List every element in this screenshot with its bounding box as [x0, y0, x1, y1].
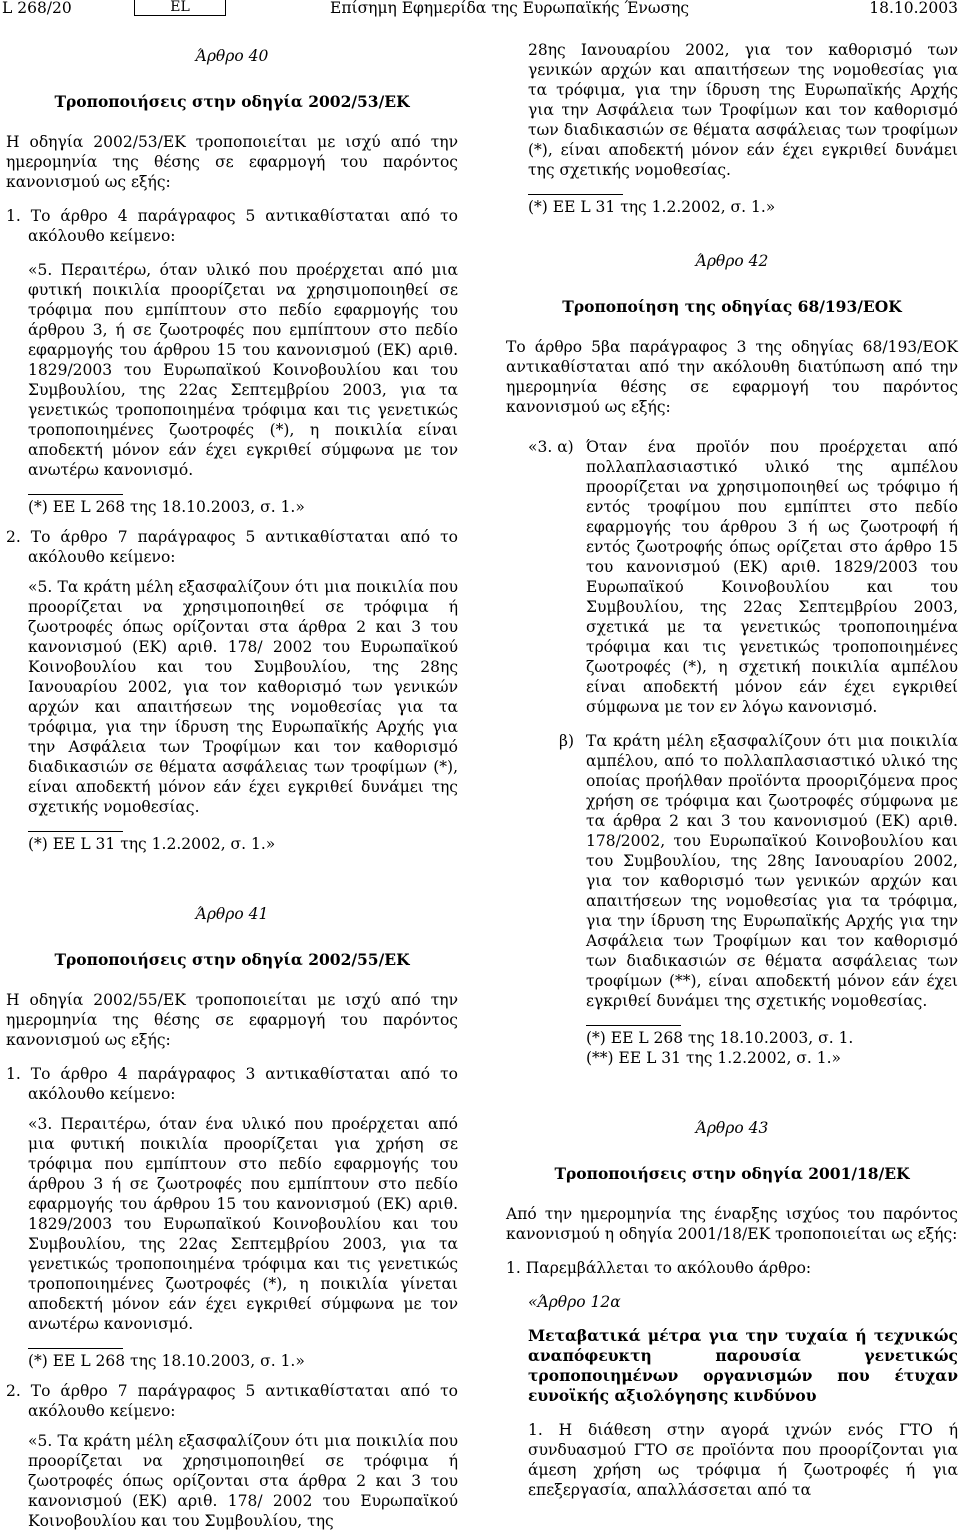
article-42-subtitle: Τροποποίηση της οδηγίας 68/193/ΕΟΚ: [562, 297, 902, 316]
article-12a-title: Μεταβατικά μέτρα για την τυχαία ή τεχνικώς αναπόφευκτη παρουσία γενετικώς τροποποιημένων οργανισμών που έτυχαν ευνοϊκής αξιολόγησης κινδύνου: [528, 1326, 958, 1405]
article-40-title: Άρθρο 40: [195, 47, 269, 65]
article-42-intro: Το άρθρο 5βα παράγραφος 3 της οδηγίας 68/193/ΕΟΚ αντικαθίσταται από την ακόλουθη διατύπωση από την ημερομηνία θέσης σε εφαρμογή του παρόντος κανονισμού ως εξής:: [506, 338, 958, 416]
article-40-item-2: 2. Το άρθρο 7 παράγραφος 5 αντικαθίσταται από το ακόλουθο κείμενο:: [6, 528, 458, 566]
article-41-quote-2: «5. Τα κράτη μέλη εξασφαλίζουν ότι μια ποικιλία που προορίζεται να χρησιμοποιηθεί σε τρόφιμα ή ζωοτροφές όπως ορίζονται στα άρθρα 2 και 3 του κανονισμού (ΕΚ) αριθ. 178/ 2002 του Ευρωπαϊκού Κοινοβουλίου και του Συμβουλίου, της: [28, 1432, 458, 1530]
article-40-footnote-2: (*) ΕΕ L 31 της 1.2.2002, σ. 1.»: [28, 835, 276, 853]
footnote-rule: [528, 194, 623, 195]
article-42-point-a: [506, 437, 958, 717]
article-41-subtitle: Τροποποιήσεις στην οδηγία 2002/55/ΕΚ: [54, 950, 410, 969]
article-41-title: Άρθρο 41: [195, 905, 269, 923]
left-column: [6, 40, 458, 1531]
page-reference: L 268/20: [2, 0, 72, 17]
article-40-intro: Η οδηγία 2002/53/ΕΚ τροποποιείται με ισχύ από την ημερομηνία της θέσης σε εφαρμογή του παρόντος κανονισμού ως εξής:: [6, 133, 458, 191]
point-b-label: β): [558, 732, 574, 750]
footnote-rule: [28, 831, 123, 832]
article-42-point-b: [506, 731, 958, 1011]
article-43-subtitle: Τροποποιήσεις στην οδηγία 2001/18/ΕΚ: [554, 1164, 910, 1183]
language-badge: EL: [134, 0, 226, 16]
article-40-quote-2: «5. Τα κράτη μέλη εξασφαλίζουν ότι μια ποικιλία που προορίζεται να χρησιμοποιηθεί σε τρόφιμα ή ζωοτροφές όπως ορίζονται στα άρθρα 2 και 3 του κανονισμού (ΕΚ) αριθ. 178/ 2002 του Ευρωπαϊκού Κοινοβουλίου και του Συμβουλίου, της 28ης Ιανουαρίου 2002, για τον καθορισμό των γενικών αρχών και απαιτήσεων της νομοθεσίας για τα τρόφιμα, για την ίδρυση της Ευρωπαϊκής Αρχής για την Ασφάλεια των Τροφίμων και τον καθορισμό διαδικασιών σε θέματα ασφάλειας των τροφίμων (*), είναι αποδεκτή μόνον εάν έχει εγκριθεί δυνάμει της σχετικής νομοθεσίας.: [28, 578, 458, 816]
footnote-rule: [28, 1348, 123, 1349]
right-column: [506, 40, 958, 1500]
page-header: [0, 0, 960, 22]
footnote-rule: [28, 494, 123, 495]
article-41-item-1: 1. Το άρθρο 4 παράγραφος 3 αντικαθίσταται από το ακόλουθο κείμενο:: [6, 1065, 458, 1103]
article-43-item-1: 1. Παρεμβάλλεται το ακόλουθο άρθρο:: [506, 1259, 812, 1277]
article-42-title: Άρθρο 42: [695, 252, 769, 270]
journal-title: Επίσημη Εφημερίδα της Ευρωπαϊκής Ένωσης: [330, 0, 690, 17]
article-43-title: Άρθρο 43: [695, 1119, 769, 1137]
article-41-footnote-1: (*) ΕΕ L 268 της 18.10.2003, σ. 1.»: [28, 1352, 305, 1370]
point-a-text: Όταν ένα προϊόν που προέρχεται από πολλαπλασιαστικό υλικό της αμπέλου προορίζεται να χρησιμοποιηθεί ως τρόφιμο ή εντός τροφίμου που εμπίπτει στο πεδίο εφαρμογής του άρθρου 3 ή ως ζωοτροφή ή εντός ζωοτροφής όπως ορίζεται στο άρθρο 15 του κανονισμού (ΕΚ) αριθ. 1829/2003 του Ευρωπαϊκού Κοινοβουλίου και του Συμβουλίου, της 22ας Σεπτεμβρίου 2003, σχετικά με τα γενετικώς τροποποιημένα τρόφιμα και τις γενετικώς τροποποιημένες ζωοτροφές (*), η σχετική ποικιλία αμπέλου είναι αποδεκτή μόνον εάν έχει εγκριθεί σύμφωνα με τον εν λόγω κανονισμό.: [586, 438, 958, 716]
article-41-intro: Η οδηγία 2002/55/ΕΚ τροποποιείται με ισχύ από την ημερομηνία της θέσης σε εφαρμογή του παρόντος κανονισμού ως εξής:: [6, 991, 458, 1049]
article-40-footnote-1: (*) ΕΕ L 268 της 18.10.2003, σ. 1.»: [28, 498, 305, 516]
article-42-footnote-1: (*) ΕΕ L 268 της 18.10.2003, σ. 1.: [586, 1029, 854, 1047]
article-42-footnote-2: (**) ΕΕ L 31 της 1.2.2002, σ. 1.»: [586, 1049, 842, 1067]
article-12a-paragraph-1: 1. Η διάθεση στην αγορά ιχνών ενός ΓΤΟ ή συνδυασμού ΓΤΟ σε προϊόντα που προορίζονται για άμεση χρήση ως τρόφιμα ή ζωοτροφές ή για επεξεργασία, απαλλάσσεται από τα: [528, 1421, 958, 1499]
article-40-quote-1: «5. Περαιτέρω, όταν υλικό που προέρχεται από μια φυτική ποικιλία προορίζεται να χρησιμοποιηθεί σε τρόφιμα που εμπίπτουν στο πεδίο εφαρμογής του άρθρου 3, ή σε ζωοτροφές που εμπίπτουν στο πεδίο εφαρμογής του άρθρου 15 του κανονισμού (ΕΚ) αριθ. 1829/2003 του Ευρωπαϊκού Κοινοβουλίου και του Συμβουλίου, της 22ας Σεπτεμβρίου 2003, για τα γενετικώς τροποποιημένα τρόφιμα και τις γενετικώς τροποποιημένες ζωοτροφές (*), η ποικιλία είναι αποδεκτή μόνον εάν έχει εγκριθεί σύμφωνα με τον ανωτέρω κανονισμό.: [28, 261, 458, 479]
article-41-quote-1: «3. Περαιτέρω, όταν ένα υλικό που προέρχεται από μια φυτική ποικιλία προορίζεται για χρήση σε τρόφιμα που εμπίπτουν στο πεδίο εφαρμογής του άρθρου 3 ή σε ζωοτροφές που εμπίπτουν στο πεδίο εφαρμογής του άρθρου 15 του κανονισμού (ΕΚ) αριθ. 1829/2003 του Ευρωπαϊκού Κοινοβουλίου και του Συμβουλίου, της 22ας Σεπτεμβρίου 2003, για τα γενετικώς τροποποιημένα τρόφιμα και τις γενετικώς τροποποιημένες ζωοτροφές (*), η ποικιλία γίνεται αποδεκτή μόνον εάν έχει εγκριθεί σύμφωνα με τον ανωτέρω κανονισμό.: [28, 1115, 458, 1333]
footnote-rule: [586, 1025, 681, 1026]
article-43-intro: Από την ημερομηνία της έναρξης ισχύος του παρόντος κανονισμού η οδηγία 2001/18/ΕΚ τροποποιείται ως εξής:: [506, 1205, 958, 1243]
article-41-item-2: 2. Το άρθρο 7 παράγραφος 5 αντικαθίσταται από το ακόλουθο κείμενο:: [6, 1382, 458, 1420]
article-40-subtitle: Τροποποιήσεις στην οδηγία 2002/53/ΕΚ: [54, 92, 410, 111]
continued-quote: 28ης Ιανουαρίου 2002, για τον καθορισμό των γενικών αρχών και απαιτήσεων της νομοθεσίας για τα τρόφιμα, για την ίδρυση της Ευρωπαϊκής Αρχής για την Ασφάλεια των Τροφίμων και τον καθορισμό των διαδικασιών σε θέματα ασφάλειας των τροφίμων (*), είναι αποδεκτή μόνον εάν έχει εγκριθεί δυνάμει της σχετικής νομοθεσίας.: [528, 41, 958, 179]
issue-date: 18.10.2003: [869, 0, 958, 17]
article-40-item-1: 1. Το άρθρο 4 παράγραφος 5 αντικαθίσταται από το ακόλουθο κείμενο:: [6, 207, 458, 245]
continued-footnote: (*) ΕΕ L 31 της 1.2.2002, σ. 1.»: [528, 198, 776, 216]
article-12a-heading: «Άρθρο 12α: [528, 1293, 621, 1311]
point-b-text: Τα κράτη μέλη εξασφαλίζουν ότι μια ποικιλία αμπέλου, από το πολλαπλασιαστικό υλικό της οποίας προήλθαν προϊόντα προοριζόμενα προς χρήση σε τρόφιμα και ζωοτροφές σύμφωνα με τα άρθρα 2 και 3 του κανονισμού (ΕΚ) αριθ. 178/2002, του Ευρωπαϊκού Κοινοβουλίου και του Συμβουλίου, της 28ης Ιανουαρίου 2002, για τον καθορισμό των γενικών αρχών και απαιτήσεων της νομοθεσίας για τα τρόφιμα, για την ίδρυση της Ευρωπαϊκής Αρχής για την Ασφάλεια των Τροφίμων και τον καθορισμό των διαδικασιών σε θέματα ασφάλειας των τροφίμων (**), είναι αποδεκτή μόνον εάν έχει εγκριθεί δυνάμει της σχετικής νομοθεσίας.: [586, 732, 958, 1010]
point-a-label: «3. α): [528, 438, 574, 456]
